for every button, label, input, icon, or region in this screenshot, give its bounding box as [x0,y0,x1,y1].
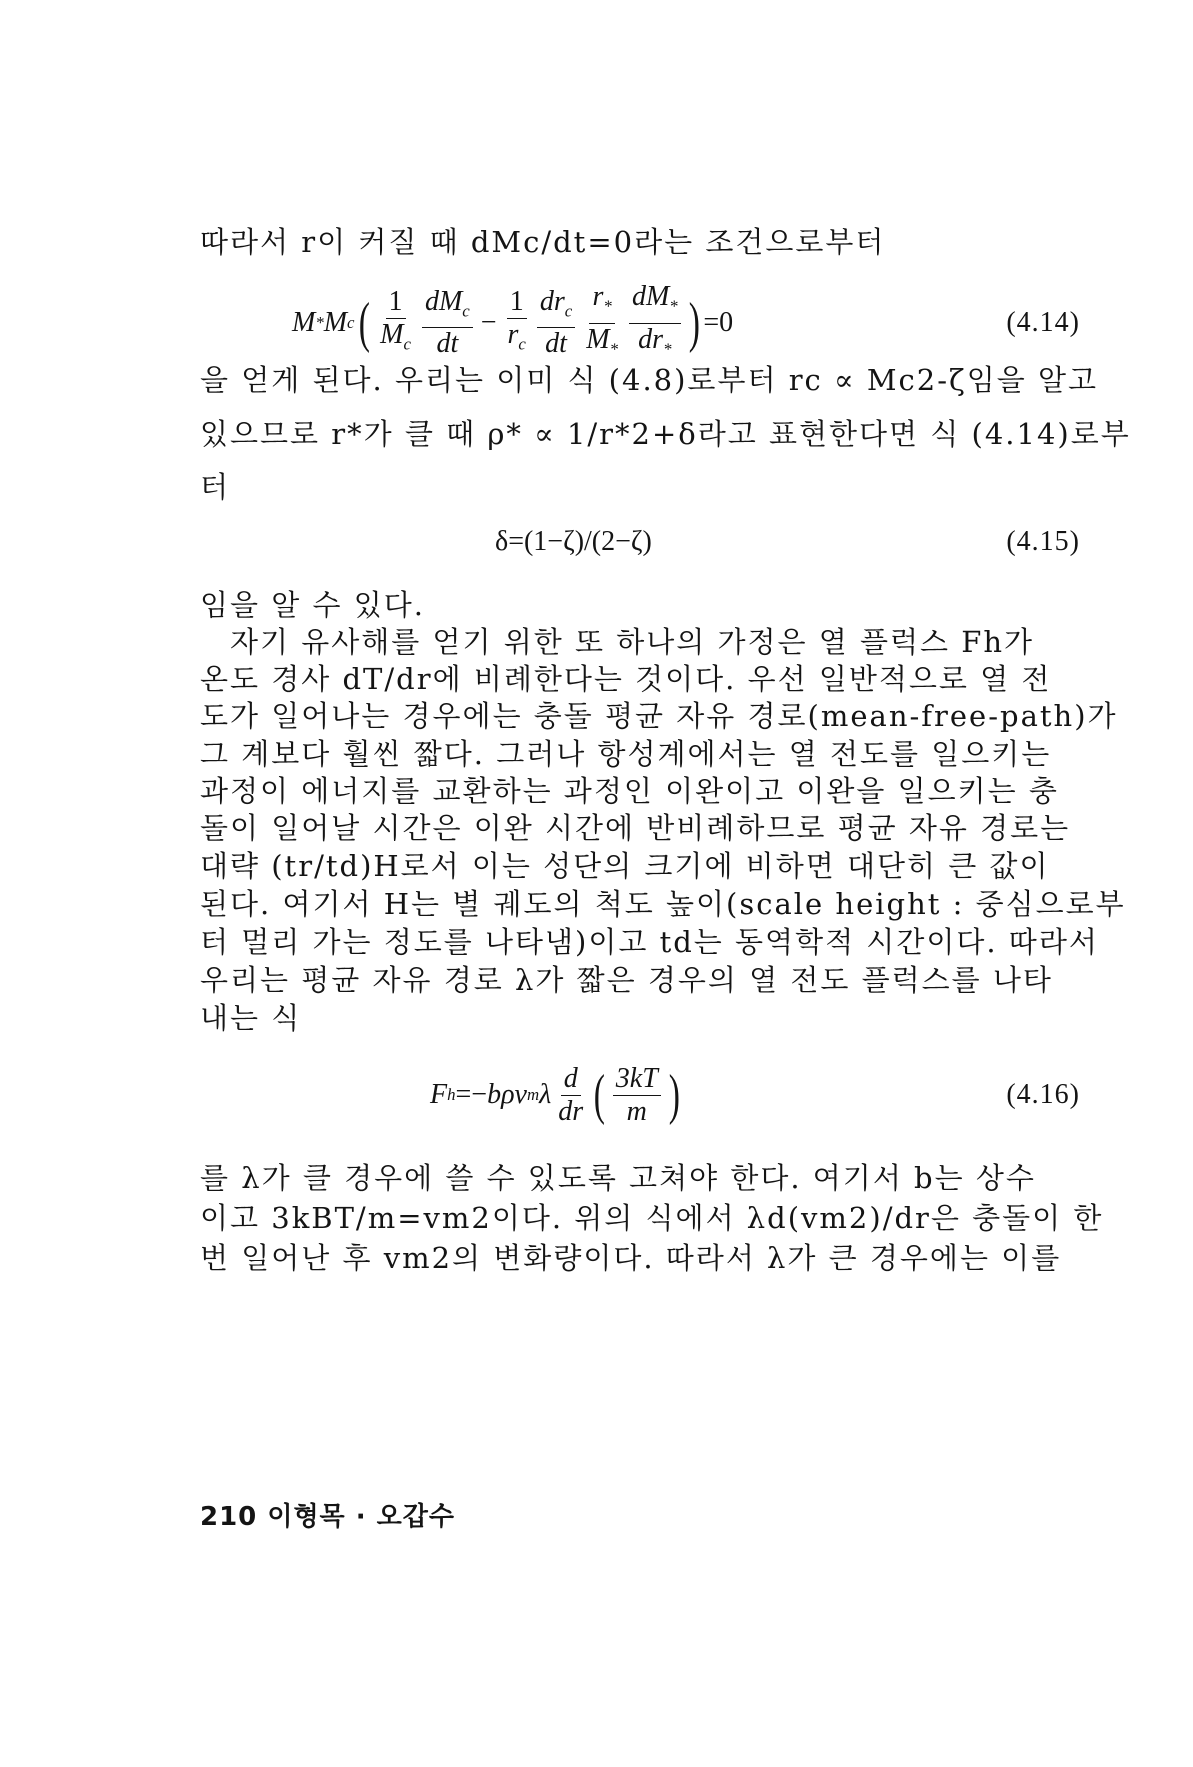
equation-number: (4.16) [1006,1079,1080,1110]
text-line: 따라서 r이 커질 때 dMc/dt=0라는 조건으로부터 [200,225,886,259]
equation-number: (4.14) [1006,307,1080,338]
text-line: 된다. 여기서 H는 별 궤도의 척도 높이(scale height : 중심으로부 [200,887,1126,921]
text-line: 대략 (tr/td)H로서 이는 성단의 크기에 비하면 대단히 큰 값이 [200,849,1050,883]
equation-4-16: F h =− bρv m λ $\frac{d}{dr}$ ( $\frac{3kT}{m}$ ) (4.16) [430,1062,1080,1127]
text-line: 터 멀리 가는 정도를 나타냄)이고 td는 동역학적 시간이다. 따라서 [200,925,1099,959]
text-line: 터 [200,470,231,504]
text-line: 를 λ가 클 경우에 쓸 수 있도록 고쳐야 한다. 여기서 b는 상수 [200,1161,1036,1195]
text-line: 있으므로 r*가 클 때 ρ* ∝ 1/r*2+δ라고 표현한다면 식 (4.14)로부 [200,417,1131,451]
text-line: 그 계보다 훨씬 짧다. 그러나 항성계에서는 열 전도를 일으키는 [200,737,1052,771]
text-line: 우리는 평균 자유 경로 λ가 짧은 경우의 열 전도 플럭스를 나타 [200,963,1053,997]
text-line: 내는 식 [200,1001,302,1035]
text-line: 을 얻게 된다. 우리는 이미 식 (4.8)로부터 rc ∝ Mc2-ζ임을 알고 [200,363,1099,397]
page-footer: 210 이형목 · 오갑수 [200,1502,456,1532]
text-line: 임을 알 수 있다. [200,588,425,622]
text-line: 온도 경사 dT/dr에 비례한다는 것이다. 우선 일반적으로 열 전 [200,662,1052,696]
equation-4-15: δ=(1−ζ)/(2−ζ) (4.15) [495,526,1080,557]
equation-number: (4.15) [1006,526,1080,557]
text-line: 번 일어난 후 vm2의 변화량이다. 따라서 λ가 큰 경우에는 이를 [200,1241,1062,1275]
text-line: 돌이 일어날 시간은 이완 시간에 반비례하므로 평균 자유 경로는 [200,811,1071,845]
text-line: 과정이 에너지를 교환하는 과정인 이완이고 이완을 일으키는 충 [200,774,1059,808]
text-line: 자기 유사해를 얻기 위한 또 하나의 가정은 열 플럭스 Fh가 [230,625,1035,659]
text-line: 도가 일어나는 경우에는 충돌 평균 자유 경로(mean-free-path)가 [200,699,1118,733]
equation-4-14: M * M c ( $\frac{1}{M_c}$ $\frac{dM_c}{dt}$ − $\frac{1}{r_c}$ $\frac{dr_c}{dt}$ $\frac{r_*}{M_*}$ $\frac{dM_*}{dr_*}$ ) =0 (4.14) [292,280,1080,360]
text-line: 이고 3kBT/m=vm2이다. 위의 식에서 λd(vm2)/dr은 충돌이 한 [200,1201,1104,1235]
